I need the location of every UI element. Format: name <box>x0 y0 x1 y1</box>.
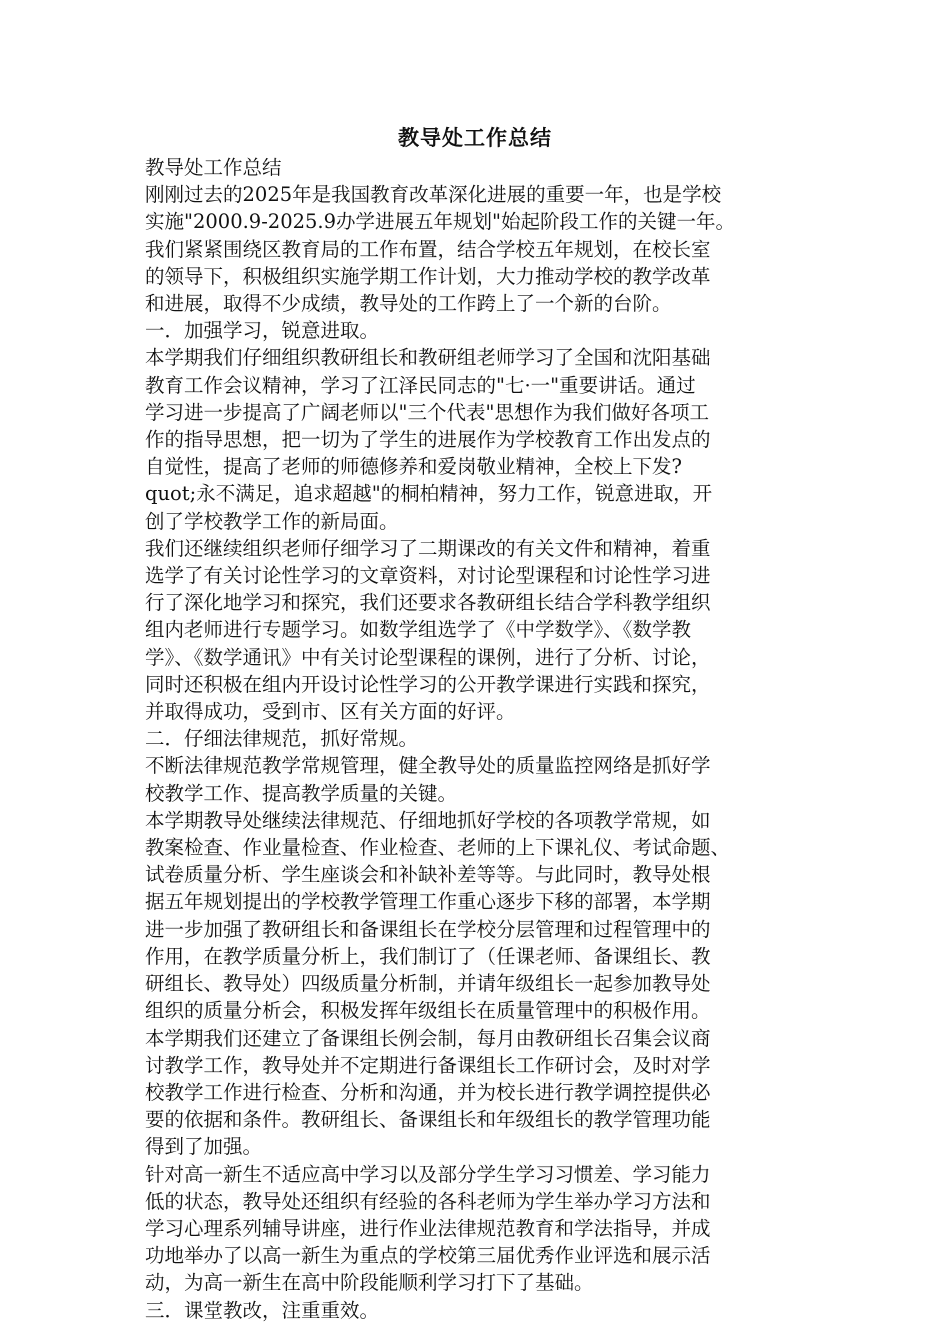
text-line: 我们紧紧围绕区教育局的工作布置，结合学校五年规划，在校长室 <box>145 237 711 261</box>
text-line: 低的状态，教导处还组织有经验的各科老师为学生举办学习方法和 <box>145 1189 711 1213</box>
text-line: 本学期我们仔细组织教研组长和教研组老师学习了全国和沈阳基础 <box>145 346 711 370</box>
text-line: 作用，在教学质量分析上，我们制订了（任课老师、备课组长、教 <box>145 944 711 968</box>
text-line: 行了深化地学习和探究，我们还要求各教研组长结合学科教学组织 <box>145 591 711 615</box>
document-title: 教导处工作总结 <box>398 125 552 150</box>
text-line: 校教学工作、提高教学质量的关键。 <box>145 781 458 805</box>
text-line: 刚刚过去的2025年是我国教育改革深化进展的重要一年，也是学校 <box>145 183 722 207</box>
text-line: 并取得成功，受到市、区有关方面的好评。 <box>145 700 516 724</box>
text-line: 教导处工作总结 <box>145 156 282 179</box>
document-page <box>145 122 805 1324</box>
text-line: 同时还积极在组内开设讨论性学习的公开教学课进行实践和探究， <box>145 672 711 696</box>
text-line: 我们还继续组织老师仔细学习了二期课改的有关文件和精神，着重 <box>145 536 711 560</box>
text-line: 得到了加强。 <box>145 1135 263 1159</box>
text-line: quot;永不满足，追求超越"的桐柏精神，努力工作，锐意进取，开 <box>145 482 713 506</box>
text-line: 功地举办了以高一新生为重点的学校第三届优秀作业评选和展示活 <box>145 1244 711 1268</box>
text-line: 学习进一步提高了广阔老师以"三个代表"思想作为我们做好各项工 <box>145 400 709 424</box>
text-line: 本学期教导处继续法律规范、仔细地抓好学校的各项教学常规，如 <box>145 808 711 832</box>
text-line: 据五年规划提出的学校教学管理工作重心逐步下移的部署，本学期 <box>145 890 711 914</box>
text-line: 讨教学工作，教导处并不定期进行备课组长工作研讨会，及时对学 <box>145 1053 711 1077</box>
text-line: 试卷质量分析、学生座谈会和补缺补差等等。与此同时，教导处根 <box>145 863 711 887</box>
text-line: 动，为高一新生在高中阶段能顺利学习打下了基础。 <box>145 1271 594 1295</box>
text-line: 二．仔细法律规范，抓好常规。 <box>145 727 419 751</box>
text-line: 三．课堂教改，注重重效。 <box>145 1298 380 1322</box>
text-line: 一．加强学习，锐意进取。 <box>145 319 380 343</box>
text-line: 作的指导思想，把一切为了学生的进展作为学校教育工作出发点的 <box>145 428 711 452</box>
text-line: 针对高一新生不适应高中学习以及部分学生学习习惯差、学习能力 <box>145 1162 711 1186</box>
document-body <box>145 154 805 1324</box>
text-line: 校教学工作进行检查、分析和沟通，并为校长进行教学调控提供必 <box>145 1080 711 1104</box>
text-line: 实施"2000.9-2025.9办学进展五年规划"始起阶段工作的关键一年。 <box>145 210 735 234</box>
text-line: 的领导下，积极组织实施学期工作计划，大力推动学校的教学改革 <box>145 264 711 288</box>
text-line: 选学了有关讨论性学习的文章资料，对讨论型课程和讨论性学习进 <box>145 564 711 588</box>
text-line: 不断法律规范教学常规管理，健全教导处的质量监控网络是抓好学 <box>145 754 711 778</box>
text-line: 教育工作会议精神，学习了江泽民同志的"七·一"重要讲话。通过 <box>145 373 696 397</box>
text-line: 组织的质量分析会，积极发挥年级组长在质量管理中的积极作用。 <box>145 999 711 1023</box>
text-line: 和进展，取得不少成绩，教导处的工作跨上了一个新的台阶。 <box>145 292 672 316</box>
text-line: 教案检查、作业量检查、作业检查、老师的上下课礼仪、考试命题、 <box>145 836 731 860</box>
text-line: 自觉性，提高了老师的师德修养和爱岗敬业精神，全校上下发? <box>145 455 682 479</box>
text-line: 研组长、教导处）四级质量分析制，并请年级组长一起参加教导处 <box>145 972 711 996</box>
text-line: 要的依据和条件。教研组长、备课组长和年级组长的教学管理功能 <box>145 1108 711 1132</box>
text-line: 学习心理系列辅导讲座，进行作业法律规范教育和学法指导，并成 <box>145 1216 711 1240</box>
text-line: 进一步加强了教研组长和备课组长在学校分层管理和过程管理中的 <box>145 917 711 941</box>
text-line: 本学期我们还建立了备课组长例会制，每月由教研组长召集会议商 <box>145 1026 711 1050</box>
text-line: 学》、《数学通讯》中有关讨论型课程的课例，进行了分析、讨论， <box>145 645 711 669</box>
text-line: 组内老师进行专题学习。如数学组选学了《中学数学》、《数学教 <box>145 618 692 642</box>
text-line: 创了学校教学工作的新局面。 <box>145 509 399 533</box>
